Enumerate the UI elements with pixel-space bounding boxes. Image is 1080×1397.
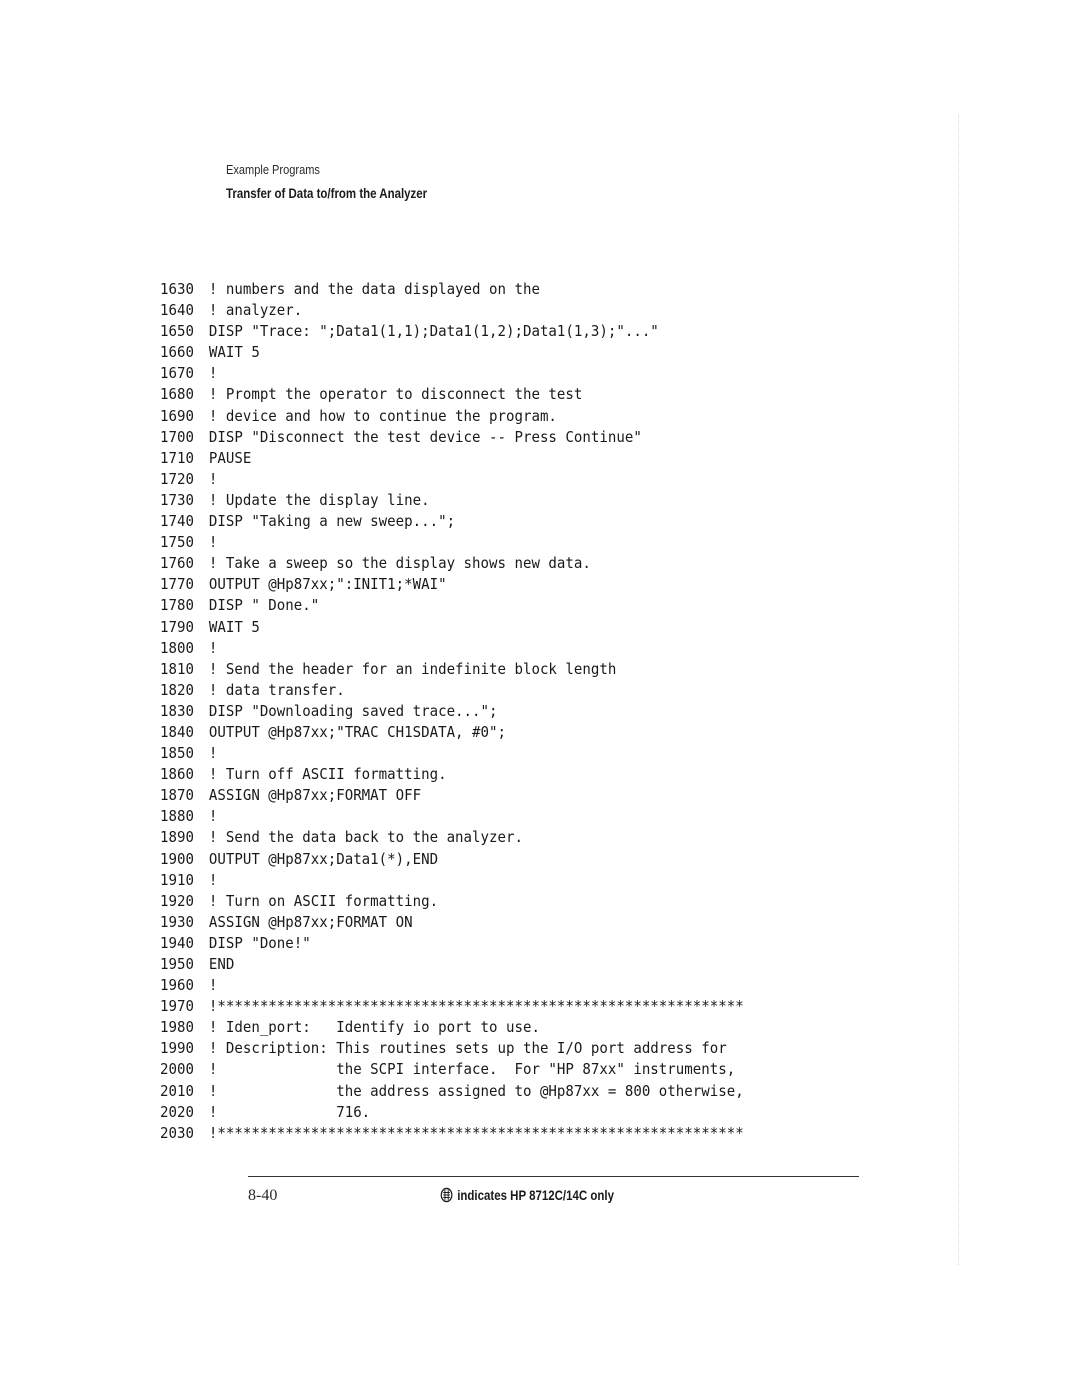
line-text: ! Update the display line.	[208, 490, 430, 509]
scan-margin-line	[958, 115, 959, 1265]
line-number: 1770	[160, 575, 194, 594]
code-line	[160, 785, 744, 806]
code-line	[160, 490, 744, 511]
line-number: 1830	[160, 701, 194, 720]
code-line	[160, 638, 744, 659]
section-title: Transfer of Data to/from the Analyzer	[226, 185, 428, 201]
line-number: 1980	[160, 1018, 194, 1037]
line-number: 1910	[160, 870, 194, 889]
code-line	[160, 511, 744, 532]
page-number: 8-40	[248, 1187, 278, 1204]
line-text: WAIT 5	[208, 343, 260, 362]
line-text: OUTPUT @Hp87xx;"TRAC CH1SDATA, #0";	[208, 722, 506, 741]
code-line	[160, 933, 744, 954]
code-line	[160, 553, 744, 574]
line-number: 2010	[160, 1081, 194, 1100]
line-number: 1780	[160, 596, 194, 615]
line-number: 1840	[160, 722, 194, 741]
line-text: OUTPUT @Hp87xx;Data1(*),END	[208, 849, 439, 868]
code-line	[160, 469, 744, 490]
line-number: 1960	[160, 976, 194, 995]
code-line	[160, 300, 744, 321]
code-line	[160, 279, 744, 300]
code-line	[160, 701, 744, 722]
line-number: 1730	[160, 490, 194, 509]
code-listing	[160, 279, 781, 1144]
line-number: 1890	[160, 828, 194, 847]
line-number: 1880	[160, 807, 194, 826]
line-text: !	[208, 744, 218, 763]
code-line	[160, 1059, 744, 1080]
line-text: ! Turn on ASCII formatting.	[208, 891, 439, 910]
line-text: ! device and how to continue the program.	[208, 406, 557, 425]
line-text: DISP "Downloading saved trace...";	[208, 701, 498, 720]
line-text: ! Send the header for an indefinite block length	[208, 659, 617, 678]
code-line	[160, 870, 744, 891]
line-text: ! Iden_port: Identify io port to use.	[208, 1018, 540, 1037]
code-line	[160, 595, 744, 616]
code-line	[160, 891, 744, 912]
code-line	[160, 996, 744, 1017]
line-text: OUTPUT @Hp87xx;":INIT1;*WAI"	[208, 575, 447, 594]
line-number: 1750	[160, 533, 194, 552]
code-line	[160, 743, 744, 764]
line-text: ! Description: This routines sets up the I/O port address for	[208, 1039, 727, 1058]
code-line	[160, 406, 744, 427]
footer-divider	[248, 1176, 859, 1177]
line-text: ! numbers and the data displayed on the	[208, 280, 540, 298]
code-line	[160, 849, 744, 870]
line-number: 1860	[160, 765, 194, 784]
line-text: !	[208, 364, 218, 383]
line-number: 1800	[160, 638, 194, 657]
code-line	[160, 427, 744, 448]
code-line	[160, 827, 744, 848]
line-text: DISP "Done!"	[208, 933, 311, 952]
line-text: !**************************************************************	[208, 1123, 744, 1142]
line-number: 1650	[160, 322, 194, 341]
line-text: ! data transfer.	[208, 680, 345, 699]
code-line	[160, 617, 744, 638]
code-line	[160, 363, 744, 384]
code-line	[160, 1017, 744, 1038]
line-number: 1900	[160, 849, 194, 868]
line-number: 2020	[160, 1102, 194, 1121]
line-text: ! the address assigned to @Hp87xx = 800 otherwise,	[208, 1081, 744, 1100]
code-line	[160, 384, 744, 405]
line-number: 1710	[160, 448, 194, 467]
line-text: !	[208, 469, 218, 488]
code-line	[160, 764, 744, 785]
code-line	[160, 806, 744, 827]
line-number: 1950	[160, 955, 194, 973]
line-number: 1930	[160, 912, 194, 931]
line-text: ! Turn off ASCII formatting.	[208, 765, 447, 784]
line-text: ASSIGN @Hp87xx;FORMAT OFF	[208, 786, 422, 805]
code-line	[160, 574, 744, 595]
hp-symbol-icon	[440, 1187, 453, 1203]
code-line	[160, 532, 744, 553]
line-text: WAIT 5	[208, 617, 260, 636]
line-number: 1790	[160, 617, 194, 636]
code-line	[160, 954, 744, 975]
code-line	[160, 912, 744, 933]
line-number: 1940	[160, 933, 194, 952]
line-number: 1810	[160, 659, 194, 678]
line-number: 2000	[160, 1060, 194, 1079]
line-text: END	[208, 955, 235, 973]
line-number: 1760	[160, 554, 194, 573]
line-number: 1870	[160, 786, 194, 805]
line-text: !	[208, 638, 218, 657]
code-line	[160, 1038, 744, 1059]
line-number: 1820	[160, 680, 194, 699]
line-text: ASSIGN @Hp87xx;FORMAT ON	[208, 912, 413, 931]
line-text: DISP " Done."	[208, 596, 320, 615]
line-text: !	[208, 533, 218, 552]
line-text: !**************************************************************	[208, 997, 744, 1016]
line-text: PAUSE	[208, 448, 252, 467]
code-line	[160, 342, 744, 363]
line-number: 1970	[160, 997, 194, 1016]
line-text: !	[208, 870, 218, 889]
line-number: 1640	[160, 301, 194, 320]
code-line	[160, 1123, 744, 1144]
line-number: 1700	[160, 427, 194, 446]
section-label: Example Programs	[226, 162, 320, 177]
code-line	[160, 975, 744, 996]
footer-note	[440, 1187, 614, 1203]
line-text: DISP "Taking a new sweep...";	[208, 512, 456, 531]
line-number: 1670	[160, 364, 194, 383]
line-number: 1690	[160, 406, 194, 425]
line-number: 1920	[160, 891, 194, 910]
code-line	[160, 1081, 744, 1102]
line-number: 1990	[160, 1039, 194, 1058]
code-line	[160, 448, 744, 469]
line-text: ! Prompt the operator to disconnect the test	[208, 385, 583, 404]
code-line	[160, 659, 744, 680]
line-number: 1740	[160, 512, 194, 531]
line-text: !	[208, 807, 218, 826]
code-line	[160, 722, 744, 743]
line-text: ! the SCPI interface. For "HP 87xx" instruments,	[208, 1060, 736, 1079]
line-number: 1720	[160, 469, 194, 488]
line-text: ! 716.	[208, 1102, 371, 1121]
line-text: DISP "Trace: ";Data1(1,1);Data1(1,2);Data1(1,3);"..."	[208, 322, 659, 341]
code-line	[160, 680, 744, 701]
line-number: 2030	[160, 1123, 194, 1142]
line-text: ! Send the data back to the analyzer.	[208, 828, 523, 847]
line-text: ! analyzer.	[208, 301, 303, 320]
footer-note-text: indicates HP 8712C/14C only	[457, 1187, 614, 1203]
line-text: DISP "Disconnect the test device -- Press Continue"	[208, 427, 642, 446]
line-number: 1630	[160, 280, 194, 298]
code-line	[160, 1102, 744, 1123]
line-text: !	[208, 976, 218, 995]
line-number: 1850	[160, 744, 194, 763]
line-number: 1680	[160, 385, 194, 404]
line-number: 1660	[160, 343, 194, 362]
code-line	[160, 321, 744, 342]
line-text: ! Take a sweep so the display shows new data.	[208, 554, 591, 573]
